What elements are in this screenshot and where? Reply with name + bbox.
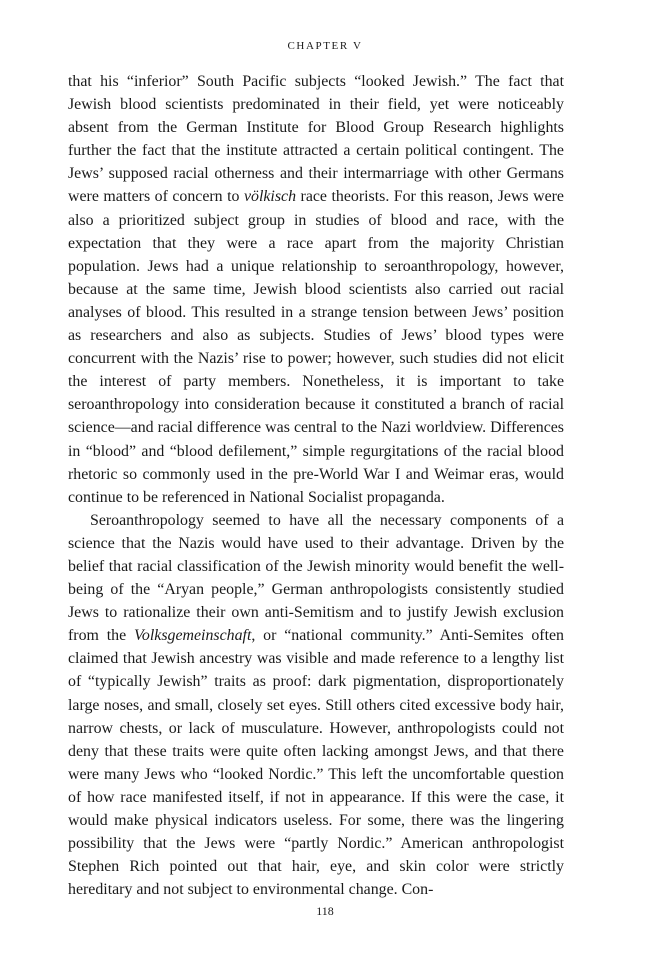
paragraph-2: [68, 509, 564, 902]
italic-term-volksgemeinschaft: Volksgemeinschaft: [133, 627, 252, 645]
italic-term-volkisch: völkisch: [243, 188, 297, 206]
running-head: CHAPTER V: [287, 40, 363, 52]
paragraph-1-segment: race theorists. For this reason, Jews were also a prioritized subject group in studies of blood and race, with the expectation that they were a race apart from the majority Christian population. Jews had a unique relationship to seroanthropology, however, because at the same time, Jewish blood scientists also carried out racial analyses of blood. This resulted in a strange tension between Jews’ position as researchers and also as subjects. Studies of Jews’ blood types were concurrent with the Nazis’ rise to power; however, such studies did not elicit the interest of party members. Nonetheless, it is important to take seroanthropology into consideration because it constituted a branch of racial science—and racial difference was central to the Nazi worldview. Differences in “blood” and “blood defilement,” simple regurgitations of the racial blood rhetoric so commonly used in the pre-World War I and Weimar eras, would continue to be referenced in National Socialist propaganda.: [68, 188, 564, 506]
body-text: [68, 70, 564, 901]
paragraph-2-segment: , or “national community.” Anti-Semites often claimed that Jewish ancestry was visible and made reference to a lengthy list of “typically Jewish” traits as proof: dark pigmentation, disproportionately large noses, and small, closely set eyes. Still others cited excessive body hair, narrow chests, or lack of musculature. However, anthropologists could not deny that these traits were quite often lacking amongst Jews, and that there were many Jews who “looked Nordic.” This left the uncomfortable question of how race manifested itself, if not in appearance. If this were the case, it would make physical indicators useless. For some, there was the lingering possibility that the Jews were “partly Nordic.” American anthropologist Stephen Rich pointed out that hair, eye, and skin color were strictly hereditary and not subject to environmental change. Con-: [68, 627, 565, 899]
paragraph-1-segment: that his “inferior” South Pacific subjects “looked Jewish.” The fact that Jewish blood scientists predominated in their field, yet were noticeably absent from the German Institute for Blood Group Research highlights further the fact that the institute attracted a certain political contingent. The Jews’ supposed racial otherness and their intermarriage with other Germans were matters of concern to: [68, 73, 564, 206]
page-number: 118: [316, 904, 334, 918]
paragraph-2-segment: Seroanthropology seemed to have all the necessary components of a science that the Nazis would have used to their advantage. Driven by the belief that racial classification of the Jewish minority would benefit the well-being of the “Aryan people,” German anthropologists consistently studied Jews to rationalize their own anti-Semitism and to justify Jewish exclusion from the: [68, 511, 564, 645]
paragraph-1: [68, 70, 564, 509]
